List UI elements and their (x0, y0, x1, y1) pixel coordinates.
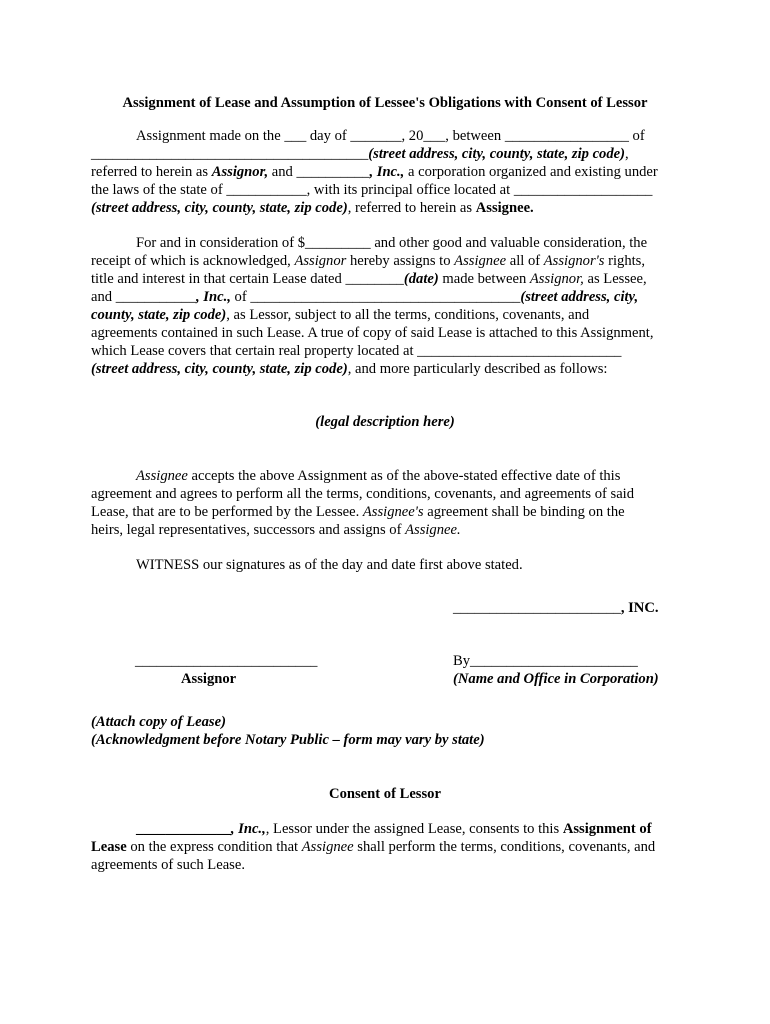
p1-l5b: , referred to herein as (347, 200, 476, 216)
p2-l6: agreements contained in such Lease. A true of copy of said Lease is attached to this Assignment, (91, 325, 654, 341)
p2-line-2 (91, 252, 645, 270)
p2-line-7 (91, 342, 621, 360)
assignor-label: Assignor (181, 671, 237, 687)
p3-l1b: accepts the above Assignment as of the above-stated effective date of this (187, 468, 621, 484)
p4-l3: agreements of such Lease. (91, 857, 245, 873)
document-title (0, 94, 770, 112)
legal-description-text: (legal description here) (315, 414, 455, 430)
p4-l1b: , Inc., (230, 821, 266, 837)
assignor-signature-label (181, 670, 236, 688)
p3-l3b: Assignee's (362, 504, 424, 520)
p2-line-5 (91, 306, 589, 324)
p1-line-2 (91, 145, 629, 163)
p2-l2f: Assignor's (543, 253, 605, 269)
p3-line-2 (91, 485, 634, 503)
p3-line-3 (91, 503, 625, 521)
p4-l2a: Lease (91, 839, 127, 855)
p4-l1d: Assignment of (562, 821, 652, 837)
p3-l3a: Lease, that are to be performed by the Lessee. (91, 504, 363, 520)
p2-l5a: county, state, zip code) (91, 307, 227, 323)
attach-note (91, 713, 226, 731)
inc-signature (453, 599, 659, 617)
p2-line-3 (91, 270, 647, 288)
assignor-line: _________________________ (135, 653, 318, 669)
p1-line-5 (91, 199, 534, 217)
p2-l5b: , as Lessor, subject to all the terms, conditions, covenants, and (226, 307, 590, 323)
by-signature-line (453, 652, 638, 670)
p4-line-2 (91, 838, 655, 856)
assignor-signature-line (135, 652, 317, 670)
p2-l3c: made between (438, 271, 530, 287)
p1-line-3 (91, 163, 658, 181)
by-signature-label (453, 670, 659, 688)
p3-l3c: agreement shall be binding on the (423, 504, 625, 520)
p2-l8a: (street address, city, county, state, zip code) (91, 361, 348, 377)
p4-line-1 (91, 820, 652, 838)
p2-l3b: (date) (403, 271, 439, 287)
p4-line-3 (91, 856, 245, 874)
p1-l1: Assignment made on the ___ day of _______, 20___, between _________________ of (136, 128, 645, 144)
inc-signature-line: _______________________ (453, 600, 621, 616)
witness-line (91, 556, 523, 574)
p2-l4c: of _____________________________________ (230, 289, 521, 305)
p2-l7: which Lease covers that certain real property located at ____________________________ (91, 343, 622, 359)
p1-l3d: , Inc., (369, 164, 405, 180)
p3-l4a: heirs, legal representatives, successors and assigns of (91, 522, 406, 538)
p1-l3b: Assignor, (211, 164, 269, 180)
consent-title-text: Consent of Lessor (329, 786, 441, 802)
p3-l2: agreement and agrees to perform all the terms, conditions, covenants, and agreements of said (91, 486, 635, 502)
p2-line-1 (91, 234, 647, 252)
by-label: (Name and Office in Corporation) (453, 671, 659, 687)
p1-l3e: a corporation organized and existing under (404, 164, 658, 180)
p2-l2g: rights, (604, 253, 646, 269)
p2-l3a: title and interest in that certain Lease dated ________ (91, 271, 404, 287)
p4-l1a: _____________ (136, 821, 231, 837)
p2-l3d: Assignor, (529, 271, 584, 287)
by-line: By_______________________ (453, 653, 638, 669)
p2-line-6 (91, 324, 654, 342)
p1-l2a: ______________________________________ (91, 146, 369, 162)
p2-line-8 (91, 360, 607, 378)
p1-l2c: , (624, 146, 629, 162)
p2-l3e: as Lessee, (583, 271, 647, 287)
p4-l2b: on the express condition that (126, 839, 302, 855)
p1-line-4 (91, 181, 652, 199)
consent-title (0, 785, 770, 803)
p1-l3c: and __________ (268, 164, 370, 180)
p2-line-4 (91, 288, 638, 306)
attach-text: (Attach copy of Lease) (91, 714, 226, 730)
p1-l5a: (street address, city, county, state, zip code) (91, 200, 348, 216)
p2-l2b: Assignor (294, 253, 347, 269)
ack-text: (Acknowledgment before Notary Public – form may vary by state) (91, 732, 485, 748)
p2-l4a: and ___________ (91, 289, 196, 305)
title-text: Assignment of Lease and Assumption of Lessee's Obligations with Consent of Lessor (122, 95, 648, 111)
p1-l5c: Assignee. (475, 200, 534, 216)
ack-note (91, 731, 485, 749)
p2-l4b: , Inc., (196, 289, 231, 305)
p2-l2c: hereby assigns to (346, 253, 455, 269)
p1-l3a: referred to herein as (91, 164, 212, 180)
p4-l2c: Assignee (301, 839, 354, 855)
p3-l1a: Assignee (136, 468, 188, 484)
p3-line-4 (91, 521, 461, 539)
p4-l2d: shall perform the terms, conditions, covenants, and (353, 839, 656, 855)
p1-l4: the laws of the state of ___________, with its principal office located at ___________________ (91, 182, 653, 198)
p3-line-1 (91, 467, 620, 485)
p2-l2a: receipt of which is acknowledged, (91, 253, 295, 269)
p1-l2b: (street address, city, county, state, zip code) (368, 146, 625, 162)
p2-l1: For and in consideration of $_________ and other good and valuable consideration, the (136, 235, 648, 251)
p2-l2d: Assignee (454, 253, 507, 269)
p2-l2e: all of (506, 253, 544, 269)
p3-l4b: Assignee. (405, 522, 461, 538)
p4-l1c: , Lessor under the assigned Lease, consents to this (265, 821, 563, 837)
inc-label: , INC. (620, 600, 659, 616)
p2-l4d: (street address, city, (520, 289, 639, 305)
p2-l8b: , and more particularly described as follows: (347, 361, 608, 377)
witness-text: WITNESS our signatures as of the day and date first above stated. (136, 557, 523, 573)
p1-line-1 (91, 127, 645, 145)
legal-description (0, 413, 770, 431)
